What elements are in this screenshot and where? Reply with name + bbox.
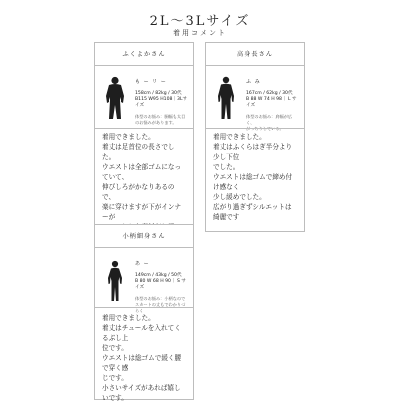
model-info: [135, 78, 189, 126]
body-silhouette-icon: [212, 76, 240, 120]
model-body-concern: 体型のお悩み：胴幅も太目 のお悩みがあります。: [135, 113, 186, 125]
card-header: 小柄細身さん: [95, 225, 193, 248]
model-height-weight-age: 158cm / 82kg / 30代: [135, 91, 182, 96]
model-name: あ ー: [135, 261, 150, 267]
card-header: ふくよかさん: [95, 43, 193, 66]
model-height-weight-age: 167cm / 62kg / 30代: [246, 91, 293, 96]
model-name: も ー リ ー: [135, 79, 167, 85]
wear-comment: 着用できました。 着丈は足首位の長さでした。 ウエストは全部ゴムになっていて、 伸びしろがかなりあるので、 楽に穿けますが下がインナーが: [102, 133, 182, 221]
card-header: 高身長さん: [206, 43, 304, 66]
model-info: [135, 260, 189, 314]
model-height-weight-age: 149cm / 43kg / 50代: [135, 273, 182, 278]
body-silhouette-icon: [101, 76, 129, 120]
body-silhouette-icon: [101, 258, 129, 302]
model-info: [246, 78, 300, 132]
model-specs: [246, 91, 300, 110]
model-specs: [135, 273, 189, 292]
review-card-plump: [94, 42, 194, 232]
model-measurements-size: B 88 W 74 H 98｜ L サイズ: [246, 97, 297, 109]
page-title: 2L～3Lサイズ: [149, 14, 251, 29]
wear-comment: 着用できました。 着丈はチュールを入れてくるぶし上 位です。 ウエストは総ゴムで緩く腰で穿く感 じです。 小さいサイズがあれば嬉しいです。: [102, 314, 182, 402]
page-subtitle: 着用コメント: [173, 29, 227, 37]
model-measurements-size: B115 W95 H108｜3Lサイズ: [135, 97, 188, 109]
model-measurements-size: B 80 W 68 H 90｜ S サイズ: [135, 279, 187, 291]
review-card-petite: [94, 224, 194, 400]
wear-comment: 着用できました。 着丈はふくらはぎ半分より少し下位 でした。 ウエストは総ゴムで締め付け感なく 少し緩めでした。 広がり過ぎずシルエットは綺麗です: [213, 133, 293, 221]
review-card-tall: [205, 42, 305, 232]
model-body-concern: 体型のお悩み：小柄なので スカートの丈もでわかりづらく: [135, 295, 186, 313]
model-body-concern: 体型のお悩み：肩幅が広く、 がっちりしている。: [246, 113, 293, 131]
card-divider: [95, 128, 193, 129]
model-name: ふ み: [246, 79, 261, 85]
model-specs: [135, 91, 189, 110]
card-divider: [206, 128, 304, 129]
card-divider: [95, 307, 193, 308]
